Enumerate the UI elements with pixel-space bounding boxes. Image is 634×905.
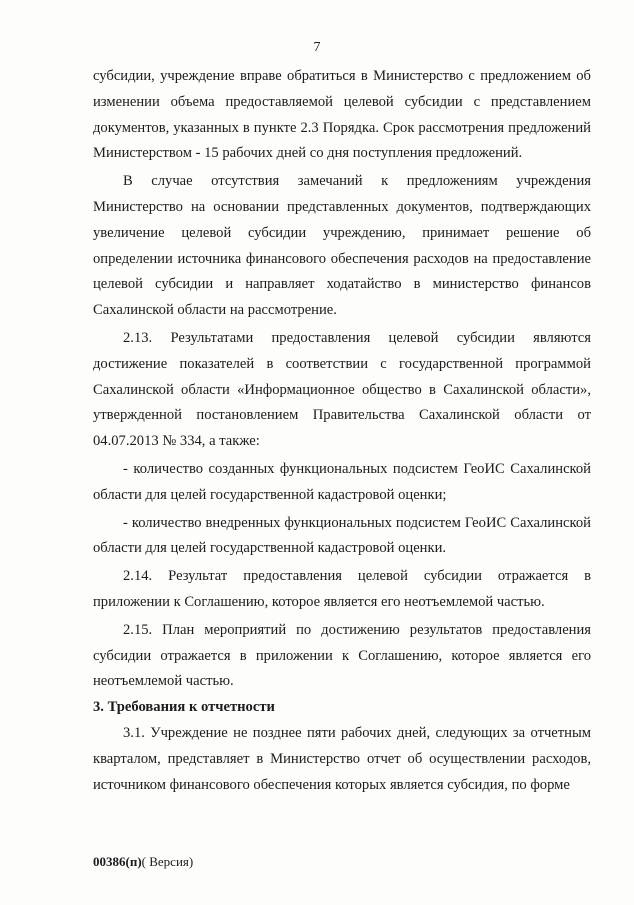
paragraph-no-remarks: В случае отсутствия замечаний к предложениям учреждения Министерство на основании представленных документов, подтверждающих увеличение целевой субсидии учреждению, принимает решение об определении источника финансового обеспечения расходов на предоставление целевой субсидии и направляет ходатайство в министерство финансов Сахалинской области на рассмотрение.: [93, 173, 591, 319]
paragraph-2-13: 2.13. Результатами предоставления целевой субсидии являются достижение показателей в соответствии с государственной программой Сахалинской области «Информационное общество в Сахалинской области», утвержденной постановлением Правительства Сахалинской области от 04.07.2013 № 334, а также:: [93, 329, 591, 450]
paragraph-2-15: 2.15. План мероприятий по достижению результатов предоставления субсидии отражается в приложении к Соглашению, которое является его неотъемлемой частью.: [93, 621, 591, 690]
document-body: [93, 64, 591, 798]
footer-document-code: [93, 854, 193, 870]
footer-code: 00386(п): [93, 854, 142, 869]
page-number: 7: [313, 40, 321, 55]
section-title: 3. Требования к отчетности: [93, 699, 275, 716]
list-item-created-subsystems: - количество созданных функциональных подсистем ГеоИС Сахалинской области для целей государственной кадастровой оценки;: [93, 460, 591, 503]
list-item-implemented-subsystems: - количество внедренных функциональных подсистем ГеоИС Сахалинской области для целей государственной кадастровой оценки.: [93, 514, 591, 557]
paragraph-3-1: 3.1. Учреждение не позднее пяти рабочих дней, следующих за отчетным кварталом, представляет в Министерство отчет об осуществлении расходов, источником финансового обеспечения которых является субсидия, по форме: [93, 724, 591, 793]
paragraph-continuation: субсидии, учреждение вправе обратиться в Министерство с предложением об изменении объема предоставляемой целевой субсидии с представлением документов, указанных в пункте 2.3 Порядка. Срок рассмотрения предложений Министерством - 15 рабочих дней со дня поступления предложений.: [93, 68, 591, 162]
paragraph-2-14: 2.14. Результат предоставления целевой субсидии отражается в приложении к Соглашению, которое является его неотъемлемой частью.: [93, 568, 591, 610]
footer-version: ( Версия): [141, 854, 194, 869]
